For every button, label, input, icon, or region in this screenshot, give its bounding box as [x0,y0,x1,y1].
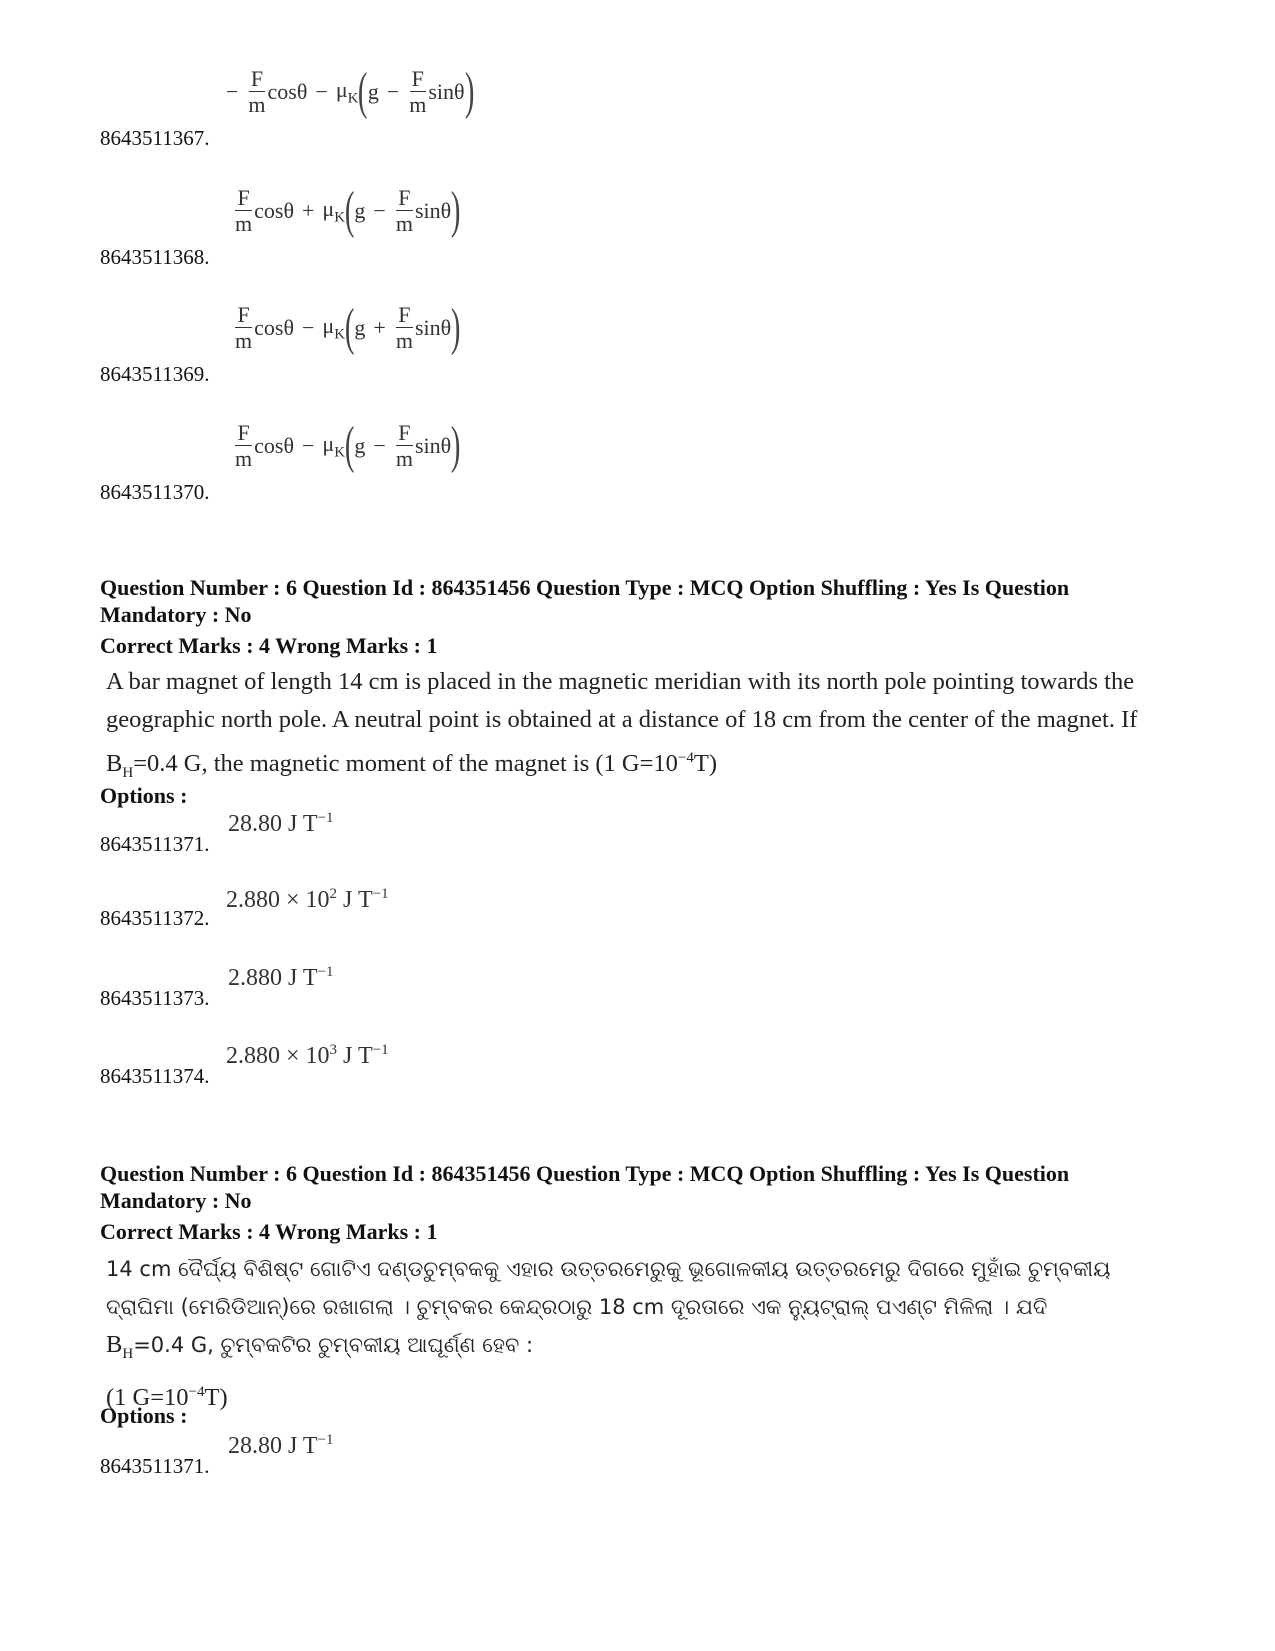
option-id: 8643511371. [100,832,210,856]
operator: − [302,433,315,458]
g-term: g [354,198,366,223]
options-label-english: Options : [100,783,188,808]
unit-exponent: −1 [372,886,389,902]
numerator: F [237,302,250,327]
unit-exponent: −1 [317,964,334,980]
formula-expression [226,63,475,120]
cos-term: cosθ [267,79,308,104]
fraction [396,187,413,235]
numerator: F [398,185,411,210]
option-value-text: 2.880 × 10 [226,1043,330,1069]
option-value [226,886,389,914]
numerator: F [398,420,411,445]
g-term: g [367,79,379,104]
odia-line [106,1288,1186,1326]
operator: − [315,79,328,104]
left-paren: ( [344,417,355,474]
numerator: F [250,66,264,91]
mu-k [336,77,359,107]
operator: − [386,79,400,104]
option-id: 8643511373. [100,986,210,1010]
odia-line-text: =0.4 G, ଚୁମ୍ବକଟିର ଚୁମ୍ବକୀୟ ଆଘୂର୍ଣ୍ଣ ହେବ : [133,1333,534,1357]
odia-line-text: 14 cm ଦୈର୍ଘ୍ୟ ବିଶିଷ୍ଟ ଗୋଟିଏ ଦଣ୍ଡଚୁମ୍ବକକୁ ଏହାର ଉତ୍ତରମେରୁକୁ ଭୂଗୋଳକୀୟ ଉତ୍ତରମେରୁ ଦିଗରେ ମୁହାଁଇ ଚୁମ୍ବକୀୟ [106,1257,1111,1281]
option-value-text: 2.880 × 10 [226,887,330,913]
question-text-part: =0.4 G, the magnetic moment of the magnet is (1 G=10 [133,750,678,778]
right-paren: ) [451,182,461,239]
question-meta-odia: Question Number : 6 Question Id : 864351456 Question Type : MCQ Option Shuffling : Yes Is Question Mandatory : No [100,1161,1070,1213]
cos-term: cosθ [254,315,294,340]
odia-line [106,1250,1186,1288]
denominator: m [235,328,253,353]
mu-subscript: K [334,209,346,226]
numerator: F [398,302,411,327]
numerator: F [411,66,424,91]
operator: − [373,198,386,223]
option-id: 8643511370. [100,480,210,504]
option-unit: J T [337,887,373,913]
formula-expression [233,299,461,356]
option-id: 8643511371. [100,1454,210,1478]
option-value-text: 28.80 J T [228,1433,318,1459]
left-paren: ( [358,63,368,120]
denominator: m [395,211,413,236]
option-id: 8643511367. [100,126,210,150]
option-value-text: 28.80 J T [228,811,318,837]
superscript: −4 [677,750,694,766]
mu-k [322,313,345,343]
fraction [235,187,252,235]
sin-term: sinθ [414,433,452,458]
odia-line-text: T) [204,1384,228,1412]
cos-term: cosθ [254,433,294,458]
sign: − [226,79,239,104]
option-id: 8643511369. [100,362,210,386]
mu-k [322,196,345,226]
operator: + [302,198,315,223]
operator: + [373,315,386,340]
power-exponent: 3 [329,1042,338,1058]
denominator: m [235,446,253,471]
question-text-odia [106,1250,1186,1417]
sin-term: sinθ [428,79,465,104]
odia-line [106,1326,1186,1373]
option-value [228,810,334,838]
mu-symbol: μ [322,430,335,456]
denominator: m [235,211,253,236]
fraction [248,68,265,116]
power-exponent: 2 [329,886,338,902]
marks-english: Correct Marks : 4 Wrong Marks : 1 [100,633,438,658]
option-value-text: 2.880 J T [228,965,318,991]
g-term: g [354,433,366,458]
question-meta-english: Question Number : 6 Question Id : 864351456 Question Type : MCQ Option Shuffling : Yes Is Question Mandatory : No [100,575,1070,627]
denominator: m [395,328,413,353]
option-value [226,1042,389,1070]
mu-subscript: K [347,90,359,107]
mu-k [322,431,345,461]
fraction [396,422,413,470]
mu-symbol: μ [335,76,348,102]
option-value [228,1432,334,1460]
odia-line-text: (1 G=10 [106,1384,189,1412]
option-unit: J T [337,1043,373,1069]
formula-expression [233,182,461,239]
option-id: 8643511368. [100,245,210,269]
denominator: m [395,446,413,471]
option-id: 8643511372. [100,906,210,930]
options-label-odia: Options : [100,1403,188,1428]
denominator: m [248,92,266,117]
sin-term: sinθ [414,198,452,223]
unit-exponent: −1 [317,810,334,826]
odia-line-text: ଦ୍ରାଘିମା (ମେରିଡିଆନ୍)ରେ ରଖାଗଲା । ଚୁମ୍ବକର କେନ୍ଦ୍ରଠାରୁ 18 cm ଦୂରତାରେ ଏକ ନ୍ୟୁଟ୍ରାଲ୍ ପଏଣ୍ଟ ମିଳିଲା । ଯଦି [106,1295,1048,1319]
question-text-english [106,663,1186,792]
mu-subscript: K [334,444,346,461]
fraction [396,304,413,352]
formula-expression [233,417,461,474]
numerator: F [237,420,250,445]
operator: − [302,315,315,340]
sin-term: sinθ [414,315,452,340]
odia-line [106,1373,1186,1417]
fraction [235,422,252,470]
unit-exponent: −1 [372,1042,389,1058]
mu-symbol: μ [322,195,335,221]
right-paren: ) [464,63,475,120]
mu-symbol: μ [322,312,335,338]
right-paren: ) [451,417,461,474]
question-text-part: T) [693,750,718,778]
subscript: H [122,1345,134,1362]
numerator: F [237,185,250,210]
fraction [235,304,252,352]
odia-line-text: B [106,1331,123,1358]
option-id: 8643511374. [100,1064,210,1088]
operator: − [373,433,386,458]
fraction [409,68,426,116]
denominator: m [409,92,427,117]
superscript: −4 [188,1383,205,1400]
subscript: H [122,765,134,782]
right-paren: ) [451,299,461,356]
left-paren: ( [344,182,355,239]
mu-subscript: K [334,326,346,343]
option-value [228,964,334,992]
g-term: g [354,315,366,340]
marks-odia: Correct Marks : 4 Wrong Marks : 1 [100,1219,438,1244]
cos-term: cosθ [254,198,294,223]
question-text-part: A bar magnet of length 14 cm is placed in the magnetic meridian with its north pole pointing towards the geographic north pole. A neutral point is obtained at a distance of 18 cm from the center of the magnet. If B [106,668,1138,778]
unit-exponent: −1 [317,1432,334,1448]
left-paren: ( [344,299,355,356]
